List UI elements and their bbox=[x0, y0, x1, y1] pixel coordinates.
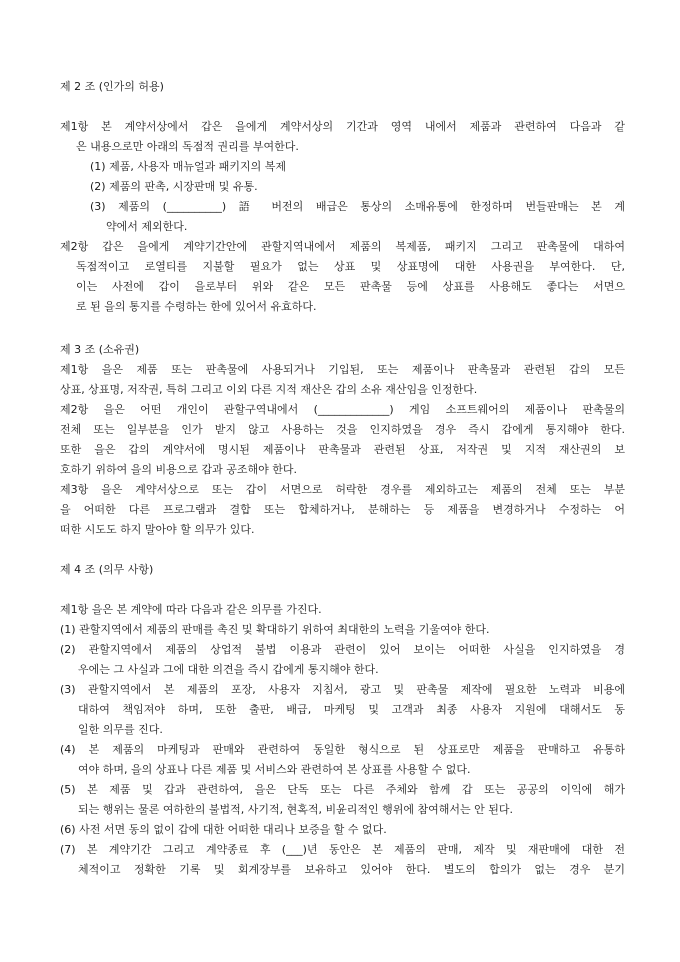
article-4-item-3-line-1: (3) 관할지역에서 본 제품의 포장, 사용자 지침서, 광고 및 판촉물 제작에 필요한 노력과 비용에 bbox=[60, 683, 625, 696]
article-2-item-3-line-2: 약에서 제외한다. bbox=[106, 220, 188, 233]
article-3-line-9: 떠한 시도도 하지 말아야 할 의무가 있다. bbox=[60, 523, 255, 536]
article-3-line-8: 을 어떠한 다른 프로그램과 결합 또는 합체하거나, 분해하는 등 제품을 변경하거나 수정하는 어 bbox=[60, 503, 625, 516]
article-2-para-2-line-1: 제2항 갑은 을에게 계약기간안에 관할지역내에서 제품의 복제품, 패키지 그리고 판촉물에 대하여 bbox=[60, 240, 625, 253]
article-3-line-2: 상표, 상표명, 저작권, 특허 그리고 이외 다른 지적 재산은 갑의 소유 재산임을 인정한다. bbox=[60, 383, 478, 396]
article-4-item-2-line-1: (2) 관할지역에서 제품의 상업적 불법 이용과 관련이 있어 보이는 어떠한 사실을 인지하였을 경 bbox=[60, 643, 625, 656]
article-4-item-7-line-2: 체적이고 정확한 기록 및 회계장부를 보유하고 있어야 한다. 별도의 합의가 없는 경우 분기 bbox=[78, 863, 625, 876]
article-3-line-7: 제3항 을은 계약서상으로 또는 갑이 서면으로 허락한 경우를 제외하고는 제품의 전체 또는 부분 bbox=[60, 483, 625, 496]
article-4-item-3-line-2: 대하여 책임져야 하며, 또한 출판, 배급, 마케팅 및 고객과 최종 사용자 지원에 대해서도 동 bbox=[78, 703, 625, 716]
article-4-item-5-line-2: 되는 행위는 물론 여하한의 불법적, 사기적, 현혹적, 비윤리적인 행위에 참여해서는 안 된다. bbox=[78, 803, 513, 816]
article-4-intro: 제1항 을은 본 계약에 따라 다음과 같은 의무를 가진다. bbox=[60, 603, 322, 616]
article-3-line-4: 전체 또는 일부분을 인가 받지 않고 사용하는 것을 인지하였을 경우 즉시 갑에게 통지해야 한다. bbox=[60, 423, 625, 436]
article-4-item-5-line-1: (5) 본 제품 및 갑과 관련하여, 을은 단독 또는 다른 주체와 함께 갑 또는 공공의 이익에 해가 bbox=[60, 783, 625, 796]
article-4-item-2-line-2: 우에는 그 사실과 그에 대한 의견을 즉시 갑에게 통지해야 한다. bbox=[78, 663, 379, 676]
article-2-item-3-line-1: (3) 제품의 (__________) 語 버전의 배급은 통상의 소매유통에 한정하며 번들판매는 본 계 bbox=[90, 200, 625, 213]
article-2-para-2-line-3: 이는 사전에 갑이 을로부터 위와 같은 모든 판촉물 등에 상표를 사용해도 좋다는 서면으 bbox=[76, 280, 625, 293]
article-3-line-5: 또한 을은 갑의 계약서에 명시된 제품이나 판촉물과 관련된 상표, 저작권 및 지적 재산권의 보 bbox=[60, 443, 625, 456]
article-3-heading: 제 3 조 (소유권) bbox=[60, 343, 140, 356]
article-4-item-6: (6) 사전 서면 동의 없이 갑에 대한 어떠한 대리나 보증을 할 수 없다. bbox=[60, 823, 387, 836]
article-3-line-3: 제2항 을은 어떤 개인이 관할구역내에서 (_____________) 게임 소프트웨어의 제품이나 판촉물의 bbox=[60, 403, 625, 416]
article-2-para-1-line-2: 은 내용으로만 아래의 독점적 권리를 부여한다. bbox=[76, 140, 299, 153]
article-4-item-1: (1) 관할지역에서 제품의 판매를 촉진 및 확대하기 위하여 최대한의 노력을 기울여야 한다. bbox=[60, 623, 490, 636]
article-2-para-1-line-1: 제1항 본 계약서상에서 갑은 을에게 계약서상의 기간과 영역 내에서 제품과 관련하여 다음과 같 bbox=[60, 120, 625, 133]
article-2-para-2-line-2: 독점적이고 로열티를 지불할 필요가 없는 상표 및 상표명에 대한 사용권을 부여한다. 단, bbox=[76, 260, 625, 273]
article-2-para-2-line-4: 로 된 을의 통지를 수령하는 한에 있어서 유효하다. bbox=[76, 300, 317, 313]
article-4-heading: 제 4 조 (의무 사항) bbox=[60, 563, 154, 576]
article-4-item-4-line-2: 여야 하며, 을의 상표나 다른 제품 및 서비스와 관련하여 본 상표를 사용할 수 없다. bbox=[78, 763, 471, 776]
article-4-item-4-line-1: (4) 본 제품의 마케팅과 판매와 관련하여 동일한 형식으로 된 상표로만 제품을 판매하고 유통하 bbox=[60, 743, 625, 756]
article-2-item-2: (2) 제품의 판촉, 시장판매 및 유통. bbox=[90, 180, 258, 193]
article-4-item-3-line-3: 일한 의무를 진다. bbox=[78, 723, 163, 736]
article-2-item-1: (1) 제품, 사용자 매뉴얼과 패키지의 복제 bbox=[90, 160, 286, 173]
article-4-item-7-line-1: (7) 본 계약기간 그리고 계약종료 후 (___)년 동안은 본 제품의 판매, 제작 및 재판매에 대한 전 bbox=[60, 843, 625, 856]
article-2-heading: 제 2 조 (인가의 허용) bbox=[60, 80, 164, 93]
article-3-line-6: 호하기 위하여 을의 비용으로 갑과 공조해야 한다. bbox=[60, 463, 297, 476]
article-3-line-1: 제1항 을은 제품 또는 판촉물에 사용되거나 기입된, 또는 제품이나 판촉물과 관련된 갑의 모든 bbox=[60, 363, 625, 376]
